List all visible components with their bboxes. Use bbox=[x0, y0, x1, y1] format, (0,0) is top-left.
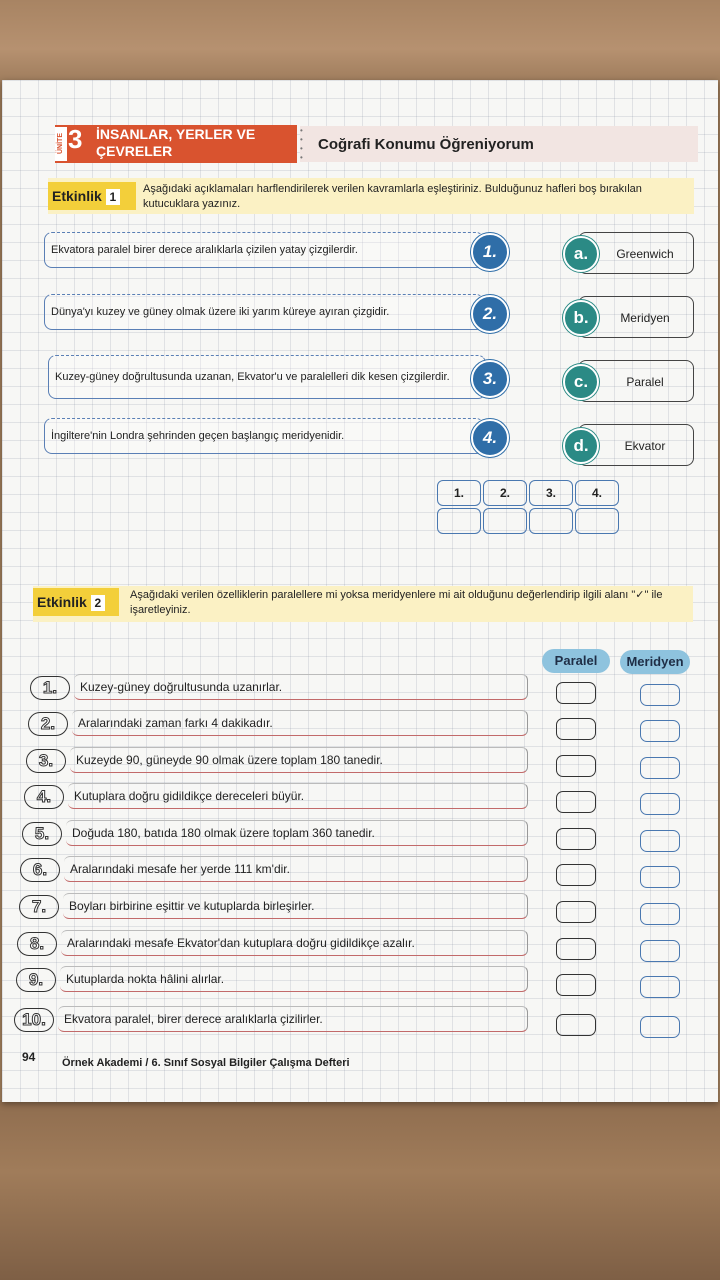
meridyen-checkbox[interactable] bbox=[640, 976, 680, 998]
row-number: 1. bbox=[30, 676, 70, 700]
unit-title: İNSANLAR, YERLER VE ÇEVRELER bbox=[96, 126, 256, 159]
term-letter: a. bbox=[563, 236, 599, 272]
statement-text: İngiltere'nin Londra şehrinden geçen başlangıç meridyenidir. bbox=[51, 429, 345, 442]
statement-box bbox=[44, 418, 484, 454]
meridyen-checkbox[interactable] bbox=[640, 757, 680, 779]
paralel-checkbox[interactable] bbox=[556, 791, 596, 813]
paralel-checkbox[interactable] bbox=[556, 718, 596, 740]
row-text: Aralarındaki mesafe her yerde 111 km'dir. bbox=[64, 856, 528, 882]
meridyen-checkbox[interactable] bbox=[640, 793, 680, 815]
paralel-checkbox[interactable] bbox=[556, 901, 596, 923]
column-header-meridyen: Meridyen bbox=[620, 650, 690, 674]
statement-text: Dünya'yı kuzey ve güney olmak üzere iki yarım küreye ayıran çizgidir. bbox=[51, 305, 390, 318]
answer-label: 3. bbox=[529, 480, 573, 506]
statement-text: Ekvatora paralel birer derece aralıklarla çizilen yatay çizgilerdir. bbox=[51, 243, 358, 256]
publisher-footer: Örnek Akademi / 6. Sınıf Sosyal Bilgiler Çalışma Defteri bbox=[62, 1057, 350, 1069]
answer-input-box[interactable] bbox=[575, 508, 619, 534]
term-text: Greenwich bbox=[616, 247, 674, 261]
topic-title: Coğrafi Konumu Öğreniyorum bbox=[318, 136, 534, 153]
row-number: 8. bbox=[17, 932, 57, 956]
row-number: 7. bbox=[19, 895, 59, 919]
statement-box bbox=[44, 294, 484, 330]
row-text: Kuzey-güney doğrultusunda uzanırlar. bbox=[74, 674, 528, 700]
row-text: Boyları birbirine eşittir ve kutuplarda birleşirler. bbox=[63, 893, 528, 919]
row-number: 2. bbox=[28, 712, 68, 736]
paralel-checkbox[interactable] bbox=[556, 682, 596, 704]
term-letter: b. bbox=[563, 300, 599, 336]
row-text: Kuzeyde 90, güneyde 90 olmak üzere toplam 180 tanedir. bbox=[70, 747, 528, 773]
activity1-instruction: Aşağıdaki açıklamaları harflendirilerek verilen kavramlarla eşleştiriniz. Bulduğunuz hafleri boş bırakılan kutucuklara yazınız. bbox=[143, 183, 642, 210]
term-letter: c. bbox=[563, 364, 599, 400]
paralel-checkbox[interactable] bbox=[556, 828, 596, 850]
statement-number: 3. bbox=[471, 360, 509, 398]
page-number: 94 bbox=[22, 1050, 36, 1064]
row-text: Doğuda 180, batıda 180 olmak üzere toplam 360 tanedir. bbox=[66, 820, 528, 846]
unit-tab-label: ÜNİTE bbox=[55, 127, 67, 161]
answer-label: 2. bbox=[483, 480, 527, 506]
term-letter: d. bbox=[563, 428, 599, 464]
term-text: Paralel bbox=[626, 375, 664, 389]
paralel-checkbox[interactable] bbox=[556, 938, 596, 960]
meridyen-checkbox[interactable] bbox=[640, 1016, 680, 1038]
activity2-number: 2 bbox=[91, 595, 105, 611]
statement-number: 4. bbox=[471, 419, 509, 457]
column-header-paralel: Paralel bbox=[542, 649, 610, 673]
table-surface-bottom bbox=[0, 1100, 720, 1280]
activity1-label: Etkinlik 1 bbox=[48, 182, 136, 210]
meridyen-checkbox[interactable] bbox=[640, 684, 680, 706]
row-text: Aralarındaki mesafe Ekvator'dan kutuplara doğru gidildikçe azalır. bbox=[61, 930, 528, 956]
row-text: Ekvatora paralel, birer derece aralıklarla çizilirler. bbox=[58, 1006, 528, 1032]
row-number: 10. bbox=[14, 1008, 54, 1032]
activity1-number: 1 bbox=[106, 189, 120, 205]
row-number: 9. bbox=[16, 968, 56, 992]
answer-label: 1. bbox=[437, 480, 481, 506]
statement-text: Kuzey-güney doğrultusunda uzanan, Ekvator'u ve paralelleri dik kesen çizgilerdir. bbox=[55, 370, 450, 383]
statement-number: 2. bbox=[471, 295, 509, 333]
meridyen-checkbox[interactable] bbox=[640, 903, 680, 925]
paralel-checkbox[interactable] bbox=[556, 864, 596, 886]
statement-box bbox=[48, 355, 486, 399]
statement-number: 1. bbox=[471, 233, 509, 271]
answer-input-box[interactable] bbox=[529, 508, 573, 534]
row-text: Kutuplara doğru gidildikçe dereceleri büyür. bbox=[68, 783, 528, 809]
answer-label: 4. bbox=[575, 480, 619, 506]
answer-input-box[interactable] bbox=[483, 508, 527, 534]
meridyen-checkbox[interactable] bbox=[640, 940, 680, 962]
row-number: 5. bbox=[22, 822, 62, 846]
row-number: 3. bbox=[26, 749, 66, 773]
row-text: Kutuplarda nokta hâlini alırlar. bbox=[60, 966, 528, 992]
statement-box bbox=[44, 232, 484, 268]
paralel-checkbox[interactable] bbox=[556, 974, 596, 996]
meridyen-checkbox[interactable] bbox=[640, 830, 680, 852]
activity2-label: Etkinlik 2 bbox=[33, 588, 119, 616]
term-text: Meridyen bbox=[620, 311, 670, 325]
row-text: Aralarındaki zaman farkı 4 dakikadır. bbox=[72, 710, 528, 736]
activity2-instruction: Aşağıdaki verilen özelliklerin paralellere mi yoksa meridyenlere mi ait olduğunu değerlendirip ilgili alanı "✓" ile işaretleyiniz. bbox=[130, 589, 663, 616]
paralel-checkbox[interactable] bbox=[556, 1014, 596, 1036]
meridyen-checkbox[interactable] bbox=[640, 866, 680, 888]
table-surface-top bbox=[0, 0, 720, 82]
meridyen-checkbox[interactable] bbox=[640, 720, 680, 742]
unit-number: 3 bbox=[68, 124, 83, 154]
row-number: 6. bbox=[20, 858, 60, 882]
paralel-checkbox[interactable] bbox=[556, 755, 596, 777]
dots-decoration: • • • • bbox=[300, 126, 303, 162]
term-text: Ekvator bbox=[624, 439, 666, 453]
row-number: 4. bbox=[24, 785, 64, 809]
answer-input-box[interactable] bbox=[437, 508, 481, 534]
